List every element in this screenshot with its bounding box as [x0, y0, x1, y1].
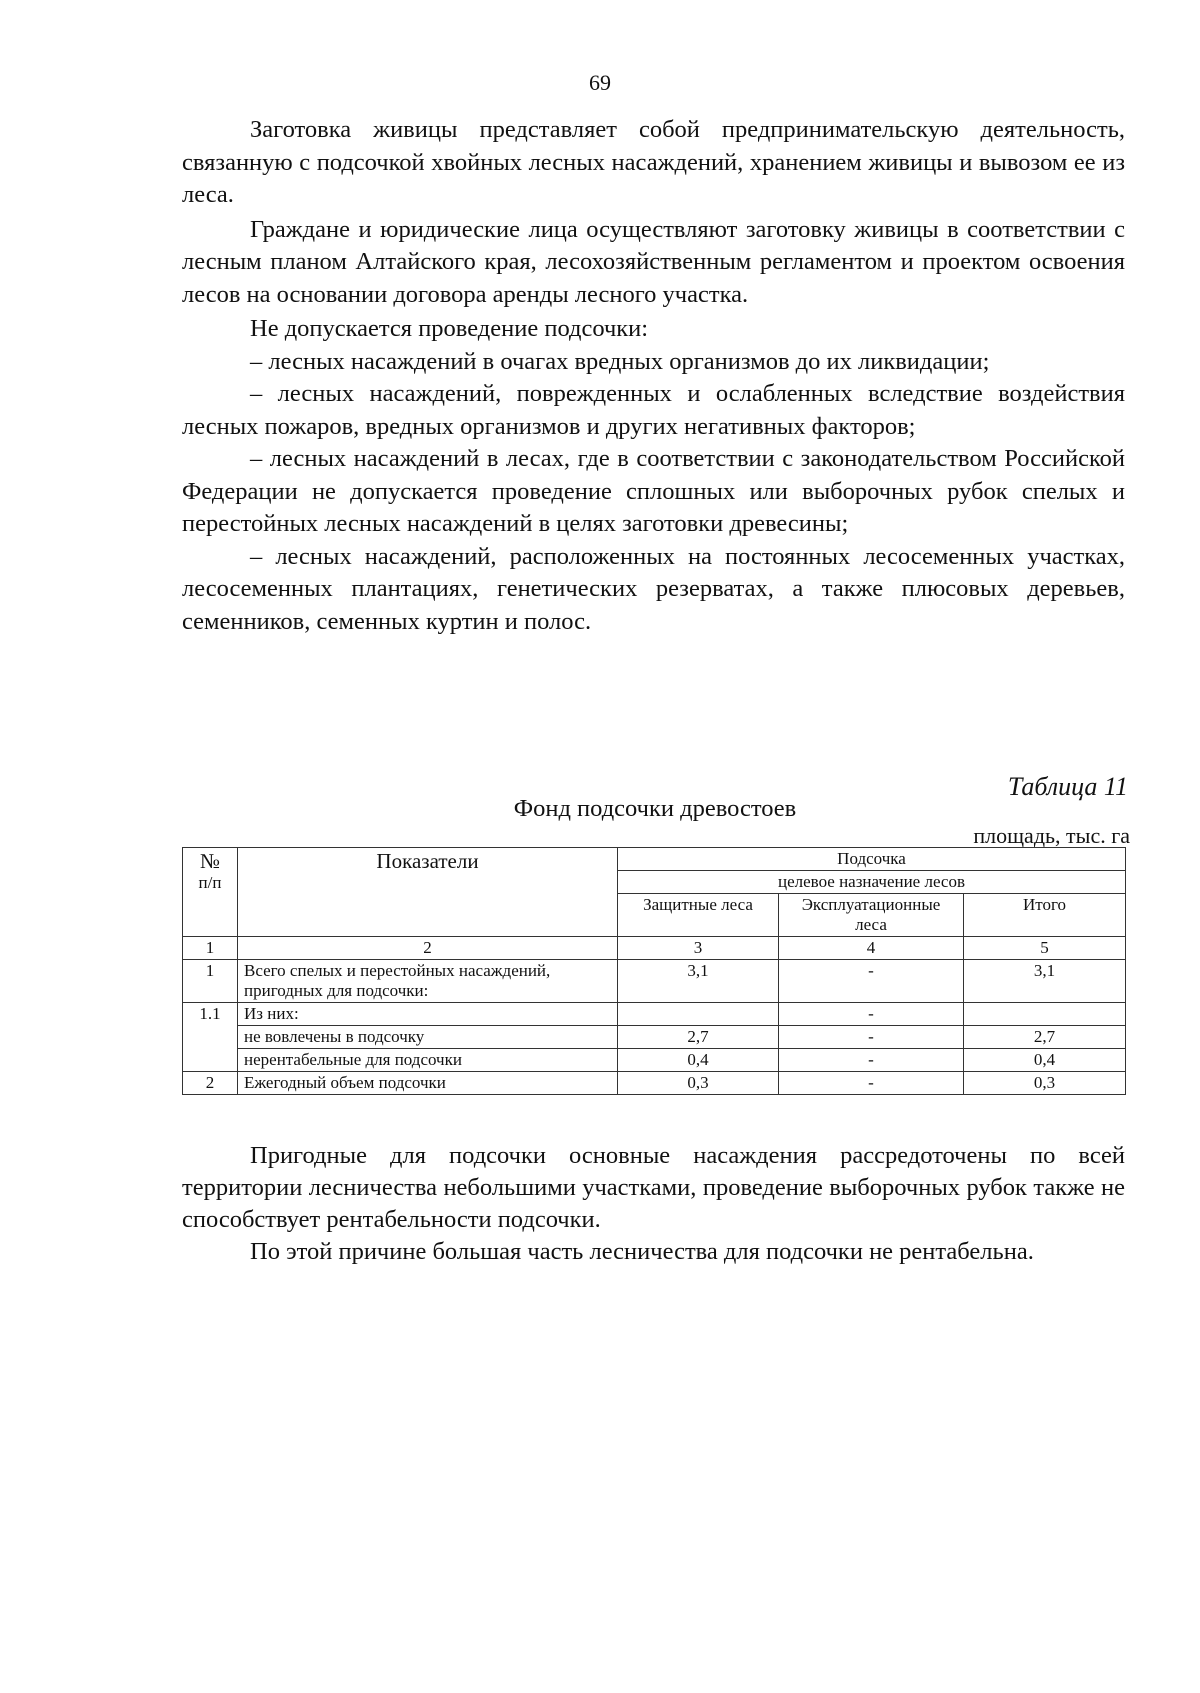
header-indicators: Показатели [238, 848, 618, 937]
header-protective: Защитные леса [618, 894, 779, 937]
row-exploitation: - [779, 1026, 964, 1049]
table-row [183, 1072, 1126, 1095]
list-item: – лесных насаждений в очагах вредных организмов до их ликвидации; [250, 347, 990, 375]
list-item: – лесных насаждений, поврежденных и ослабленных вследствие воздействия лесных пожаров, вредных организмов и других негативных факторов; [182, 380, 1125, 440]
row-protective: 0,4 [618, 1049, 779, 1072]
table-unit: площадь, тыс. га [973, 823, 1130, 848]
column-number-row [183, 937, 1126, 960]
header-tapping: Подсочка [618, 848, 1126, 871]
table-row [183, 1026, 1126, 1049]
row-label: Ежегодный объем подсочки [238, 1072, 618, 1095]
header-no-sub: п/п [198, 873, 222, 892]
header-total: Итого [964, 894, 1126, 937]
row-label: Из них: [238, 1003, 618, 1026]
row-no: 2 [183, 1072, 238, 1095]
paragraph: По этой причине большая часть лесничества для подсочки не рентабельна. [250, 1238, 1034, 1265]
list-item: – лесных насаждений, расположенных на постоянных лесосеменных участках, лесосеменных плантациях, генетических резерватах, а также плюсовых деревьев, семенников, семенных куртин и полос. [182, 542, 1125, 635]
row-total: 2,7 [964, 1026, 1126, 1049]
row-total [964, 1003, 1126, 1026]
header-no [183, 848, 238, 937]
outro-text [182, 1140, 1125, 1268]
row-no: 1.1 [183, 1003, 238, 1072]
page-number: 69 [589, 70, 611, 95]
header-no-symbol: № [199, 849, 221, 873]
row-total: 3,1 [964, 960, 1126, 1003]
row-protective: 0,3 [618, 1072, 779, 1095]
row-exploitation: - [779, 960, 964, 1003]
paragraph: Граждане и юридические лица осуществляют заготовку живицы в соответствии с лесным планом Алтайского края, лесохозяйственным регламентом и проектом освоения лесов на основании договора аренды лесного участка. [182, 215, 1125, 308]
paragraph: Заготовка живицы представляет собой предпринимательскую деятельность, связанную с подсочкой хвойных лесных насаждений, хранением живицы и вывозом ее из леса. [182, 116, 1125, 208]
row-exploitation: - [779, 1003, 964, 1026]
row-label: Всего спелых и перестойных насаждений, пригодных для подсочки: [238, 960, 618, 1003]
row-exploitation: - [779, 1049, 964, 1072]
row-label: не вовлечены в подсочку [238, 1026, 618, 1049]
row-protective: 2,7 [618, 1026, 779, 1049]
column-number: 1 [183, 937, 238, 960]
table-row [183, 1003, 1126, 1026]
table-title: Фонд подсочки древостоев [513, 795, 797, 822]
row-label: нерентабельные для подсочки [238, 1049, 618, 1072]
row-total: 0,3 [964, 1072, 1126, 1095]
intro-text [182, 114, 1125, 638]
table-row [183, 960, 1126, 1003]
column-number: 5 [964, 937, 1126, 960]
row-no: 1 [183, 960, 238, 1003]
row-total: 0,4 [964, 1049, 1126, 1072]
column-number: 4 [779, 937, 964, 960]
row-protective [618, 1003, 779, 1026]
paragraph: Пригодные для подсочки основные насаждения рассредоточены по всей территории лесничества небольшими участками, проведение выборочных рубок также не способствует рентабельности подсочки. [182, 1142, 1125, 1233]
paragraph: Не допускается проведение подсочки: [250, 315, 649, 342]
header-exploitation: Эксплуатационные леса [779, 894, 964, 937]
tapping-fund-table [182, 847, 1126, 1095]
table-label: Таблица 11 [1007, 772, 1128, 801]
table-row [183, 1049, 1126, 1072]
row-protective: 3,1 [618, 960, 779, 1003]
column-number: 3 [618, 937, 779, 960]
row-exploitation: - [779, 1072, 964, 1095]
column-number: 2 [238, 937, 618, 960]
header-purpose: целевое назначение лесов [618, 871, 1126, 894]
list-item: – лесных насаждений в лесах, где в соответствии с законодательством Российской Федерации не допускается проведение сплошных или выборочных рубок спелых и перестойных лесных насаждений в целях заготовки древесины; [182, 445, 1125, 537]
